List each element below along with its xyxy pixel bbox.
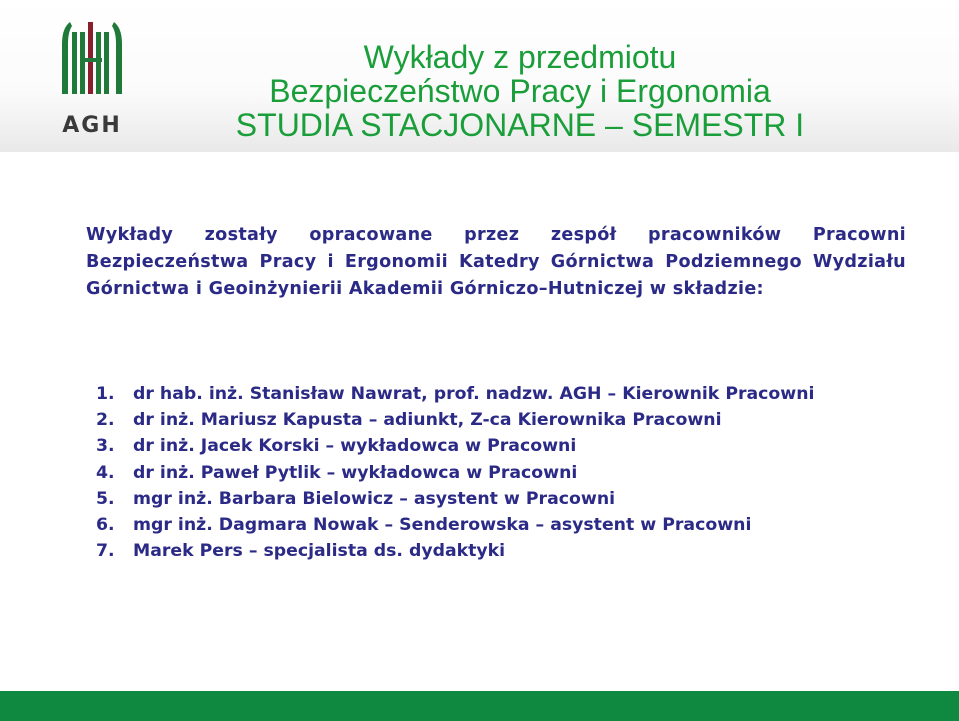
staff-number: 3.	[96, 436, 115, 457]
staff-item	[96, 538, 916, 564]
staff-number: 6.	[96, 515, 115, 536]
staff-number: 5.	[96, 488, 115, 509]
staff-name: dr inż. Jacek Korski – wykładowca w Pracowni	[133, 436, 577, 457]
slide-title	[150, 40, 890, 142]
staff-name: dr inż. Mariusz Kapusta – adiunkt, Z-ca Kierownika Pracowni	[133, 410, 722, 431]
title-line-3: STUDIA STACJONARNE – SEMESTR I	[235, 107, 805, 143]
staff-number: 7.	[96, 541, 115, 562]
title-line-1: Wykłady z przedmiotu	[363, 39, 677, 75]
staff-item	[96, 381, 916, 407]
staff-item	[96, 512, 916, 538]
staff-name: dr hab. inż. Stanisław Nawrat, prof. nadzw. AGH – Kierownik Pracowni	[133, 384, 815, 404]
staff-item	[96, 486, 916, 512]
staff-name: mgr inż. Dagmara Nowak – Senderowska – asystent w Pracowni	[133, 515, 752, 536]
staff-list	[96, 381, 916, 564]
title-line-2: Bezpieczeństwo Pracy i Ergonomia	[269, 73, 771, 109]
slide-header	[0, 0, 959, 152]
staff-item	[96, 433, 916, 459]
staff-number: 4.	[96, 462, 115, 483]
staff-number: 2.	[96, 410, 115, 431]
intro-paragraph: Wykłady zostały opracowane przez zespół pracowników Pracowni Bezpieczeństwa Pracy i Ergonomii Katedry Górnictwa Podziemnego Wydziału Górnictwa i Geoinżynierii Akademii Górniczo–Hutniczej w składzie:	[86, 225, 906, 299]
staff-name: Marek Pers – specjalista ds. dydaktyki	[133, 541, 506, 562]
staff-item	[96, 460, 916, 486]
staff-name: mgr inż. Barbara Bielowicz – asystent w Pracowni	[133, 488, 616, 509]
agh-logo-text: AGH	[62, 113, 122, 138]
staff-name: dr inż. Paweł Pytlik – wykładowca w Pracowni	[133, 462, 578, 483]
footer-bar	[0, 691, 959, 721]
staff-item	[96, 407, 916, 433]
agh-logo	[52, 18, 132, 138]
staff-number: 1.	[96, 384, 115, 404]
